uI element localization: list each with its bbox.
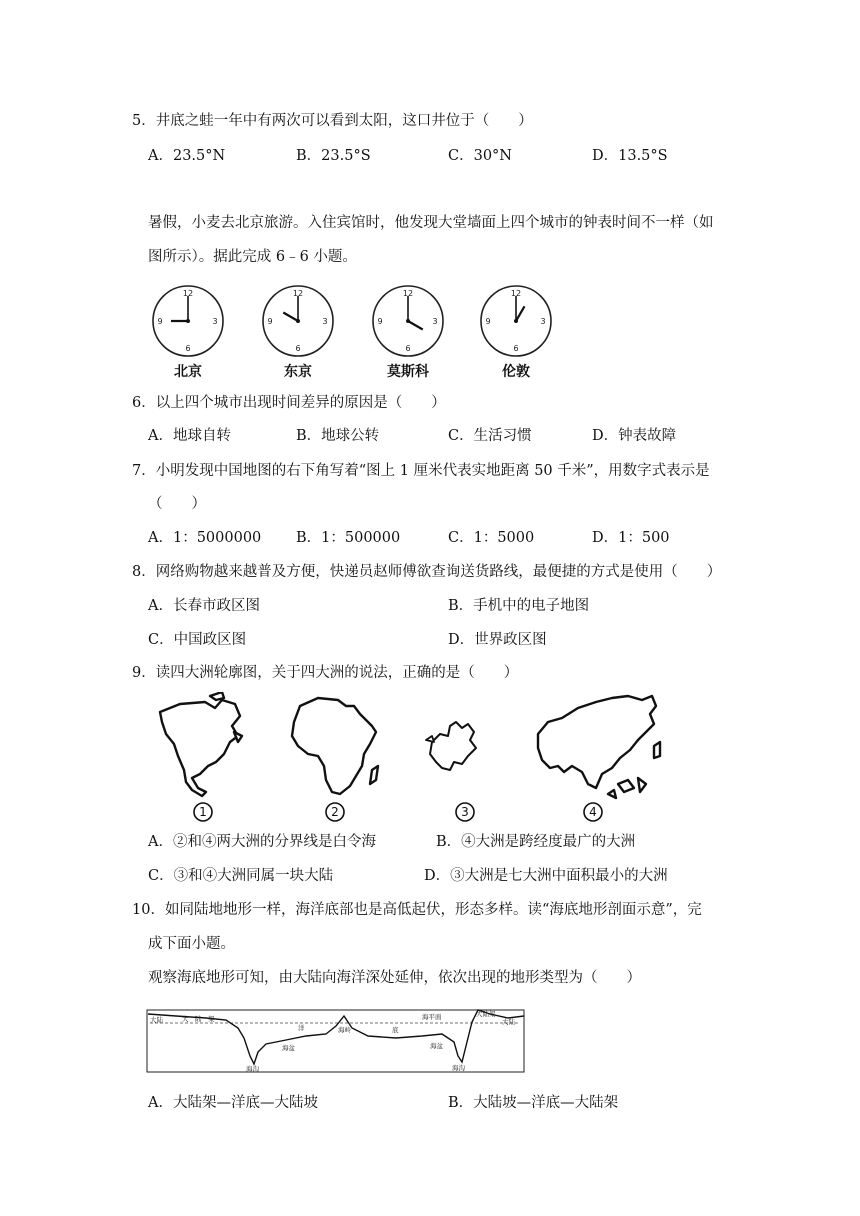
label-sea-level: 海平面	[422, 1013, 442, 1021]
clock-face	[478, 283, 554, 359]
q7-option-c: C．1：5000	[448, 530, 535, 546]
seabed-profile-diagram	[146, 1002, 526, 1076]
label-shelf-right: 大陆架	[476, 1010, 496, 1018]
clock-city-label: 东京	[284, 364, 312, 380]
q9-stem: 9．读四大洲轮廓图，关于四大洲的说法，正确的是（ ）	[132, 665, 519, 681]
label-trench-right: 海沟	[452, 1064, 465, 1072]
clock-number: 3	[322, 317, 328, 326]
q10-stem-line-2: 成下面小题。	[148, 936, 235, 952]
q6-option-b: B．地球公转	[296, 428, 380, 444]
q7-stem-line-1: 7．小明发现中国地图的右下角写着“图上 1 厘米代表实地距离 50 千米”，用数字式表示是	[132, 463, 710, 479]
africa-outline	[292, 698, 376, 794]
intro-line-2: 图所示）。据此完成 6﹣6 小题。	[148, 249, 357, 265]
continent-outlines	[150, 692, 670, 827]
label-shelf-left: 大 陆 架	[182, 1015, 215, 1023]
q8-option-c: C．中国政区图	[148, 632, 247, 648]
clock-number: 12	[510, 289, 522, 298]
clock-number: 6	[405, 344, 411, 353]
q10-stem-line-1: 10．如同陆地地形一样，海洋底部也是高低起伏，形态多样。读“海底地形剖面示意”，完	[132, 902, 702, 918]
q6-stem: 6．以上四个城市出现时间差异的原因是（ ）	[132, 395, 446, 411]
label-trench-left: 海沟	[246, 1065, 259, 1073]
clock-number: 9	[157, 317, 163, 326]
label-land-right: 大陆	[502, 1018, 515, 1026]
q6-option-a: A．地球自转	[148, 428, 231, 444]
q6-option-c: C．生活习惯	[448, 428, 532, 444]
q5-option-b: B．23.5°S	[296, 148, 371, 164]
clock-number: 12	[292, 289, 304, 298]
europe-outline	[430, 722, 476, 770]
asia-outline	[538, 696, 656, 788]
clock-4	[478, 283, 554, 380]
clock-face	[370, 283, 446, 359]
continent-label-2: 2	[331, 805, 339, 819]
clock-number: 9	[485, 317, 491, 326]
clock-number: 3	[540, 317, 546, 326]
continent-label-3: 3	[461, 805, 469, 819]
continent-label-1: 1	[199, 805, 207, 819]
clock-number: 6	[295, 344, 301, 353]
label-floor: 底	[392, 1026, 399, 1034]
q7-stem-line-2: （ ）	[148, 496, 206, 512]
q9-option-d: D．③大洲是七大洲中面积最小的大洲	[424, 868, 668, 884]
q7-option-b: B．1：500000	[296, 530, 401, 546]
clock-3	[370, 283, 446, 380]
clock-face	[150, 283, 226, 359]
q8-option-a: A．长春市政区图	[148, 598, 260, 614]
q5-option-c: C．30°N	[448, 148, 512, 164]
clock-number: 3	[432, 317, 438, 326]
q10-option-b: B．大陆坡—洋底—大陆架	[448, 1095, 619, 1111]
clock-city-label: 北京	[174, 364, 202, 380]
q6-option-d: D．钟表故障	[592, 428, 677, 444]
q7-option-d: D．1：500	[592, 530, 670, 546]
label-basin-left: 海盆	[282, 1044, 295, 1052]
north-america-outline	[160, 700, 240, 796]
clock-face	[260, 283, 336, 359]
q5-stem: 5．井底之蛙一年中有两次可以看到太阳，这口井位于（ ）	[132, 113, 533, 129]
label-ocean: 洋	[298, 1024, 305, 1032]
q10-subquestion: 观察海底地形可知，由大陆向海洋深处延伸，依次出现的地形类型为（ ）	[148, 970, 641, 986]
clock-number: 9	[267, 317, 273, 326]
q9-option-b: B．④大洲是跨经度最广的大洲	[436, 834, 636, 850]
q5-option-d: D．13.5°S	[592, 148, 668, 164]
clock-number: 3	[212, 317, 218, 326]
clock-number: 6	[185, 344, 191, 353]
clock-1	[150, 283, 226, 380]
q9-option-a: A．②和④两大洲的分界线是白令海	[148, 834, 376, 850]
clock-city-label: 伦敦	[502, 364, 530, 380]
intro-line-1: 暑假，小麦去北京旅游。入住宾馆时，他发现大堂墙面上四个城市的钟表时间不一样（如	[148, 215, 714, 231]
q8-stem: 8．网络购物越来越普及方便，快递员赵师傅欲查询送货路线，最便捷的方式是使用（ ）	[132, 564, 722, 580]
clock-number: 9	[377, 317, 383, 326]
q7-option-a: A．1：5000000	[148, 530, 262, 546]
q10-option-a: A．大陆架—洋底—大陆坡	[148, 1095, 318, 1111]
clock-city-label: 莫斯科	[387, 364, 429, 380]
q9-option-c: C．③和④大洲同属一块大陆	[148, 868, 334, 884]
clock-number: 12	[402, 289, 414, 298]
clock-number: 6	[513, 344, 519, 353]
label-ridge: 海岭	[338, 1026, 351, 1034]
q8-option-d: D．世界政区图	[448, 632, 547, 648]
q8-option-b: B．手机中的电子地图	[448, 598, 590, 614]
label-land-left: 大陆	[150, 1016, 163, 1024]
continent-label-4: 4	[589, 805, 597, 819]
q5-option-a: A．23.5°N	[148, 148, 226, 164]
label-basin-right: 海盆	[430, 1042, 443, 1050]
clock-2	[260, 283, 336, 380]
clock-number: 12	[182, 289, 194, 298]
